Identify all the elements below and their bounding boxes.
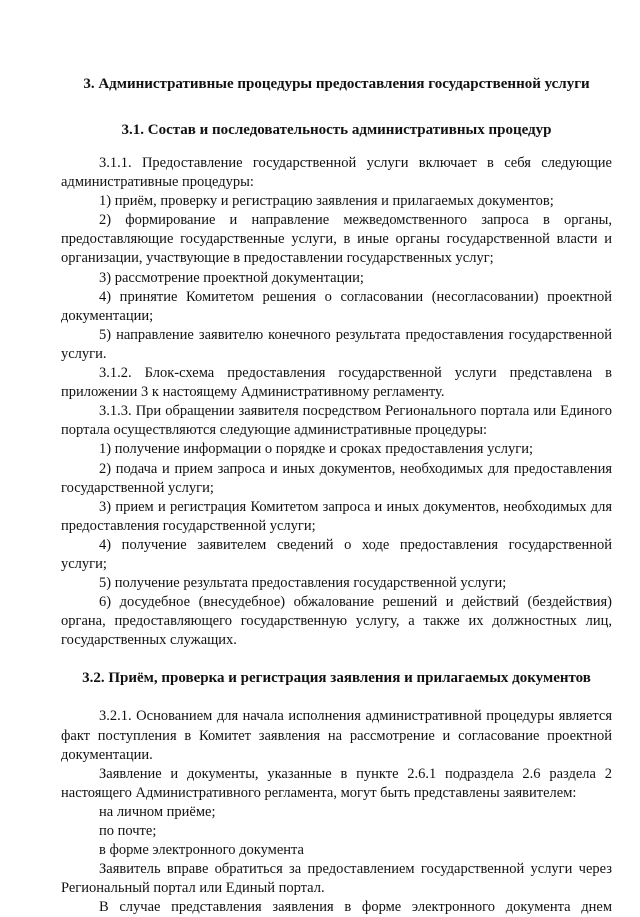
list-item: 1) приём, проверку и регистрацию заявления и прилагаемых документов; (99, 193, 554, 210)
paragraph: 3.1.3. При обращении заявителя посредством Регионального портала или Единого портала осуществляются следующие административные процедуры: (61, 403, 612, 439)
list-item: 1) получение информации о порядке и сроках предоставления услуги; (99, 441, 533, 458)
list-item: 4) получение заявителем сведений о ходе предоставления государственной услуги; (61, 536, 612, 572)
list-item: 6) досудебное (внесудебное) обжалование решений и действий (бездействия) органа, предоставляющего государственную услугу, а также их должностных лиц, государственных служащих. (61, 594, 612, 649)
paragraph: Заявитель вправе обратиться за предоставлением государственной услуги через Региональный портал или Единый портал. (61, 861, 612, 897)
paragraph: 3.1.1. Предоставление государственной услуги включает в себя следующие административные процедуры: (61, 155, 612, 191)
paragraph: 3.2.1. Основанием для начала исполнения административной процедуры является факт поступления в Комитет заявления на рассмотрение и согласование проектной документации. (61, 708, 612, 763)
document-page (61, 0, 612, 917)
list-item: по почте; (99, 823, 157, 839)
subsection-title-3-2: 3.2. Приём, проверка и регистрация заявления и прилагаемых документов (82, 670, 591, 687)
list-item: 4) принятие Комитетом решения о согласовании (несогласовании) проектной документации; (61, 288, 612, 324)
paragraph: В случае представления заявления в форме электронного документа днем (99, 899, 612, 916)
list-item: 5) получение результата предоставления государственной услуги; (99, 575, 507, 592)
list-item: 3) прием и регистрация Комитетом запроса и иных документов, необходимых для предоставления государственной услуги; (61, 498, 612, 534)
list-item: 2) подача и прием запроса и иных документов, необходимых для предоставления государственной услуги; (61, 460, 612, 496)
subsection-title-3-1: 3.1. Состав и последовательность административных процедур (121, 122, 552, 138)
list-item: 2) формирование и направление межведомственного запроса в органы, предоставляющие государственные услуги, в иные органы государственной власти и организации, участвующие в предоставлении государственных услуг; (61, 212, 612, 267)
paragraph: 3.1.2. Блок-схема предоставления государственной услуги представлена в приложении 3 к настоящему Административному регламенту. (61, 365, 612, 401)
section-title: 3. Административные процедуры предоставления государственной услуги (83, 76, 590, 92)
list-item: на личном приёме; (99, 803, 216, 820)
subsection-3-1-body (61, 154, 612, 650)
paragraph: Заявление и документы, указанные в пункте 2.6.1 подраздела 2.6 раздела 2 настоящего Административного регламента, могут быть представлены заявителем: (61, 765, 612, 801)
subsection-3-2-body (61, 707, 612, 917)
list-item: в форме электронного документа (99, 842, 304, 859)
list-item: 5) направление заявителю конечного результата предоставления государственной услуги. (61, 326, 612, 362)
list-item: 3) рассмотрение проектной документации; (99, 269, 364, 286)
